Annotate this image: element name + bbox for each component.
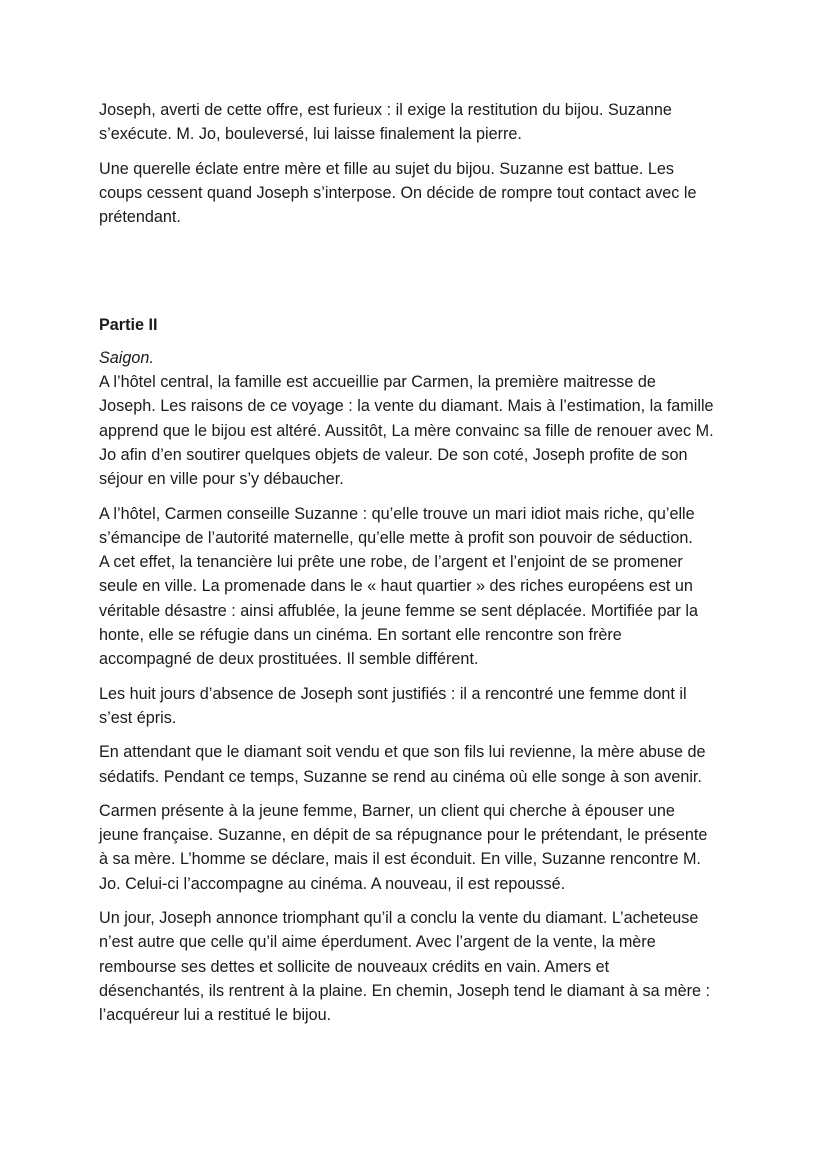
text-line: s’exécute. M. Jo, bouleversé, lui laisse finalement la pierre.	[99, 125, 522, 144]
text-line: véritable désastre : ainsi affublée, la jeune femme se sent déplacée. Mortifiée par la	[99, 601, 698, 620]
text-line: apprend que le bijou est altéré. Aussitôt, La mère convainc sa fille de renouer avec M.	[99, 421, 714, 440]
text-line: Joseph. Les raisons de ce voyage : la vente du diamant. Mais à l’estimation, la famille	[99, 397, 714, 416]
text-line: coups cessent quand Joseph s’interpose. On décide de rompre tout contact avec le	[99, 183, 697, 202]
text-line: Jo. Celui-ci l’accompagne au cinéma. A nouveau, il est repoussé.	[99, 874, 566, 893]
text-line: accompagné de deux prostituées. Il semble différent.	[99, 650, 479, 669]
text-line: sédatifs. Pendant ce temps, Suzanne se rend au cinéma où elle songe à son avenir.	[99, 767, 702, 786]
text-line: honte, elle se réfugie dans un cinéma. En sortant elle rencontre son frère	[99, 626, 622, 645]
text-line: seule en ville. La promenade dans le « haut quartier » des riches européens est un	[99, 577, 693, 596]
text-line: Une querelle éclate entre mère et fille au sujet du bijou. Suzanne est battue. Les	[99, 159, 675, 178]
text-line: En attendant que le diamant soit vendu et que son fils lui revienne, la mère abuse de	[99, 743, 706, 762]
section-heading-wrap	[99, 313, 739, 337]
text-line: Carmen présente à la jeune femme, Barner, un client qui cherche à épouser une	[99, 801, 675, 820]
section-gap	[99, 239, 739, 313]
text-line: A l’hôtel, Carmen conseille Suzanne : qu’elle trouve un mari idiot mais riche, qu’elle	[99, 504, 695, 523]
text-line: s’émancipe de l’autorité maternelle, qu’elle mette à profit son pouvoir de séduction.	[99, 528, 693, 547]
paragraph	[99, 740, 739, 789]
place-label: Saigon.	[99, 348, 154, 367]
paragraph	[99, 799, 739, 896]
text-line: Joseph, averti de cette offre, est furieux : il exige la restitution du bijou. Suzanne	[99, 101, 672, 119]
paragraph	[99, 906, 739, 1027]
paragraph	[99, 682, 739, 731]
text-line: Jo afin d’en soutirer quelques objets de valeur. De son coté, Joseph profite de son	[99, 445, 688, 464]
document-page	[99, 98, 739, 1038]
text-line: A cet effet, la tenancière lui prête une robe, de l’argent et l’enjoint de se promener	[99, 553, 683, 572]
text-line: Un jour, Joseph annonce triomphant qu’il a conclu la vente du diamant. L’acheteuse	[99, 909, 699, 928]
text-line: jeune française. Suzanne, en dépit de sa répugnance pour le prétendant, le présente	[99, 826, 708, 845]
text-line: Les huit jours d’absence de Joseph sont justifiés : il a rencontré une femme dont il	[99, 684, 687, 703]
text-line: l’acquéreur lui a restitué le bijou.	[99, 1006, 332, 1025]
text-line: désenchantés, ils rentrent à la plaine. En chemin, Joseph tend le diamant à sa mère :	[99, 981, 710, 1000]
text-line: A l’hôtel central, la famille est accueillie par Carmen, la première maitresse de	[99, 373, 656, 392]
text-line: à sa mère. L’homme se déclare, mais il est éconduit. En ville, Suzanne rencontre M.	[99, 850, 701, 869]
text-line: s’est épris.	[99, 708, 177, 727]
text-line: séjour en ville pour s’y débaucher.	[99, 470, 344, 489]
text-line: n’est autre que celle qu’il aime éperdument. Avec l’argent de la vente, la mère	[99, 933, 656, 952]
text-line: rembourse ses dettes et sollicite de nouveaux crédits en vain. Amers et	[99, 957, 610, 976]
paragraph	[99, 98, 739, 147]
section-heading: Partie II	[99, 316, 158, 335]
text-line: prétendant.	[99, 208, 181, 227]
paragraph	[99, 346, 739, 492]
paragraph	[99, 502, 739, 672]
paragraph	[99, 157, 739, 230]
